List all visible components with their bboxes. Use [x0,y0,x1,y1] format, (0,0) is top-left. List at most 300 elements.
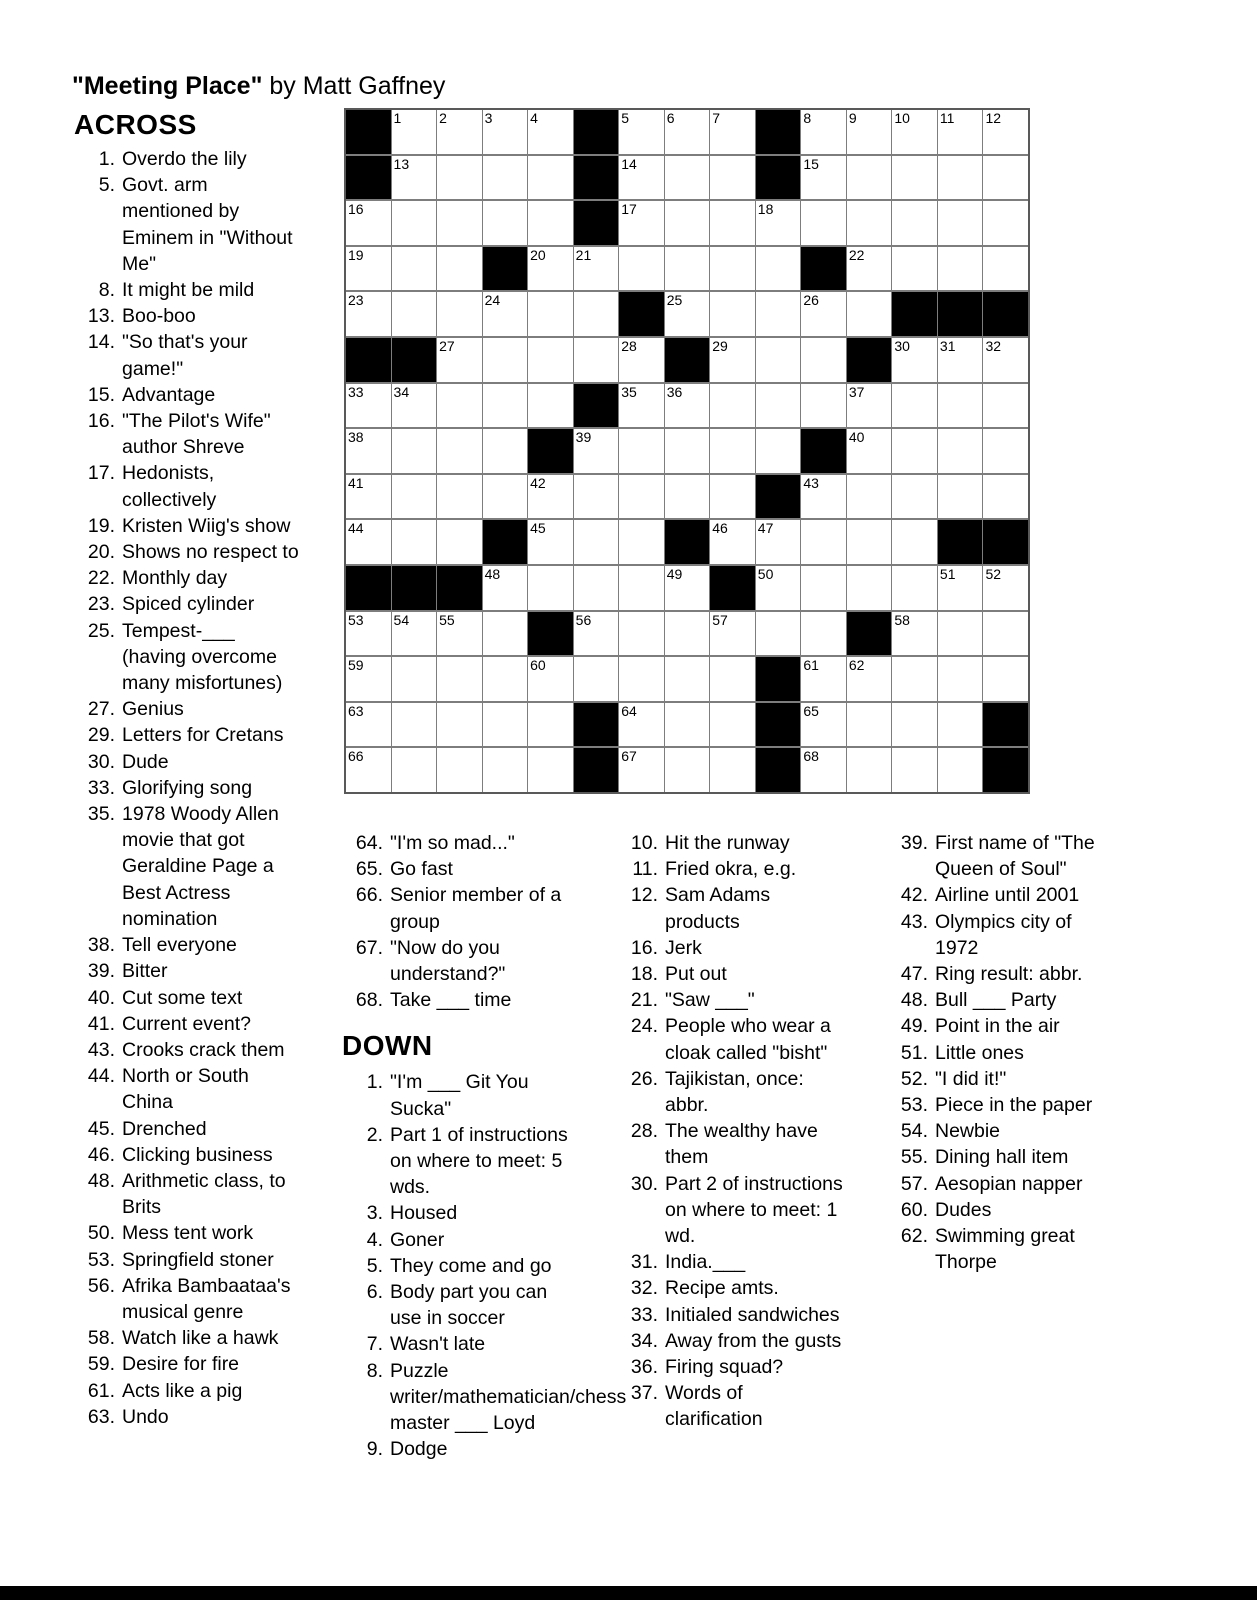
grid-cell[interactable] [983,429,1028,473]
cell-number: 20 [530,246,546,263]
clue-number: 23. [87,593,115,616]
grid-cell[interactable] [801,384,846,428]
grid-cell[interactable] [619,520,664,564]
grid-cell[interactable] [392,657,437,701]
clue-text: "So that's your game!" [122,331,248,380]
down-clue-31 [613,1249,844,1275]
grid-cell[interactable] [710,384,755,428]
cell-number: 46 [712,520,728,537]
clue-text: Tell everyone [122,934,237,957]
clue-number: 27. [87,698,115,721]
grid-cell[interactable] [574,612,619,656]
cell-number: 7 [712,110,721,126]
grid-cell[interactable] [983,156,1028,200]
clue-text: Body part you can use in soccer [390,1281,548,1330]
cell-number: 49 [666,565,683,582]
grid-cell[interactable] [574,247,619,291]
grid-cell[interactable] [392,520,437,564]
clue-text: Wasn't late [390,1333,486,1356]
grid-cell[interactable] [801,657,846,701]
clue-number: 13. [87,305,115,328]
crossword-grid [344,108,1030,794]
grid-cell[interactable] [619,748,664,792]
grid-cell[interactable] [756,520,801,564]
grid-cell[interactable] [938,201,983,245]
grid-cell[interactable] [528,338,573,382]
cell-number: 27 [439,337,455,354]
across-clue-53 [70,1247,301,1273]
clue-number: 19. [87,514,115,537]
grid-cell-black [346,110,391,154]
grid-cell[interactable] [710,338,755,382]
cell-number: 59 [348,657,364,674]
down-clue-21 [613,987,844,1013]
grid-cell[interactable] [346,384,391,428]
across-clue-8 [70,277,301,303]
grid-cell[interactable] [847,201,892,245]
grid-cell[interactable] [619,429,664,473]
grid-cell[interactable] [392,429,437,473]
clue-text: Little ones [935,1041,1024,1064]
grid-cell[interactable] [528,475,573,519]
grid-cell[interactable] [983,612,1028,656]
grid-cell[interactable] [665,612,710,656]
grid-cell[interactable] [892,247,937,291]
grid-cell[interactable] [483,156,528,200]
down-clue-26 [613,1066,844,1118]
grid-cell[interactable] [346,429,391,473]
grid-cell[interactable] [619,201,664,245]
grid-cell[interactable] [801,110,846,154]
grid-cell-black [756,657,801,701]
clue-text: Tajikistan, once: abbr. [665,1067,804,1117]
grid-cell[interactable] [665,201,710,245]
grid-cell[interactable] [847,566,892,610]
grid-cell[interactable] [574,475,619,519]
grid-cell[interactable] [892,429,937,473]
grid-cell[interactable] [346,748,391,792]
cell-number: 62 [848,657,865,674]
clue-text: Boo-boo [122,305,196,328]
grid-cell[interactable] [346,292,391,336]
cell-number: 43 [803,474,819,491]
grid-cell[interactable] [437,201,482,245]
grid-cell[interactable] [437,657,482,701]
grid-cell[interactable] [847,292,892,336]
down-clue-18 [613,961,844,987]
grid-cell[interactable] [665,156,710,200]
down-clue-4 [338,1227,569,1253]
grid-cell[interactable] [801,703,846,747]
grid-cell[interactable] [483,566,528,610]
grid-cell[interactable] [528,703,573,747]
grid-cell[interactable] [801,292,846,336]
grid-cell[interactable] [710,292,755,336]
grid-cell[interactable] [346,475,391,519]
grid-cell[interactable] [665,475,710,519]
across-clues-list [70,146,301,1430]
grid-cell[interactable] [528,156,573,200]
grid-cell[interactable] [619,338,664,382]
clue-column-4 [883,830,1114,1275]
clue-number: 38. [87,934,115,957]
grid-cell[interactable] [483,703,528,747]
grid-cell[interactable] [665,292,710,336]
clue-number: 29. [87,724,115,747]
grid-cell-black [346,566,391,610]
clue-number: 37. [630,1382,658,1405]
grid-cell[interactable] [801,566,846,610]
clue-text: Letters for Cretans [122,724,284,747]
down-clue-16 [613,935,844,961]
grid-cell[interactable] [528,247,573,291]
grid-cell[interactable] [528,110,573,154]
grid-cell[interactable] [892,475,937,519]
clue-number: 47. [900,963,928,986]
grid-cell[interactable] [437,703,482,747]
grid-cell[interactable] [710,247,755,291]
grid-cell[interactable] [938,657,983,701]
cell-number: 37 [848,383,865,400]
grid-cell-black [710,566,755,610]
grid-cell[interactable] [983,475,1028,519]
grid-cell[interactable] [528,520,573,564]
grid-cell-black [528,429,573,473]
grid-cell[interactable] [892,156,937,200]
clue-number: 8. [366,1359,383,1382]
grid-cell[interactable] [483,201,528,245]
grid-cell[interactable] [938,384,983,428]
grid-cell[interactable] [710,110,755,154]
grid-cell[interactable] [392,247,437,291]
clue-number: 17. [87,462,115,485]
clue-number: 52. [900,1067,928,1090]
grid-cell[interactable] [528,657,573,701]
title-text: "Meeting Place" [72,72,263,100]
grid-cell[interactable] [346,612,391,656]
grid-cell[interactable] [801,475,846,519]
cell-number: 25 [666,292,683,309]
grid-cell[interactable] [392,292,437,336]
grid-cell[interactable] [938,247,983,291]
cell-number: 17 [621,201,637,218]
across-clue-50 [70,1220,301,1246]
cell-number: 58 [894,611,910,628]
grid-cell[interactable] [665,566,710,610]
clue-text: The wealthy have them [665,1120,818,1169]
cell-number: 52 [985,565,1002,582]
grid-cell[interactable] [528,566,573,610]
clue-text: "I'm ___ Git You Sucka" [390,1071,529,1120]
grid-cell[interactable] [665,748,710,792]
grid-cell[interactable] [892,748,937,792]
grid-cell[interactable] [847,110,892,154]
grid-cell[interactable] [392,110,437,154]
across-clue-35 [70,801,301,932]
grid-cell-black [756,703,801,747]
grid-cell[interactable] [938,748,983,792]
grid-cell[interactable] [847,156,892,200]
clue-column-3 [613,830,844,1433]
grid-cell[interactable] [619,475,664,519]
clue-text: Goner [390,1228,445,1251]
clue-number: 8. [98,279,115,302]
grid-cell[interactable] [938,156,983,200]
grid-cell-black [938,292,983,336]
grid-cell[interactable] [528,292,573,336]
clue-number: 57. [900,1172,928,1195]
grid-cell[interactable] [847,384,892,428]
clue-number: 12. [630,884,658,907]
clue-text: Ring result: abbr. [935,963,1083,986]
grid-cell[interactable] [801,748,846,792]
page-title [72,70,445,102]
grid-cell[interactable] [756,201,801,245]
grid-cell[interactable] [892,612,937,656]
grid-cell[interactable] [483,292,528,336]
grid-cell[interactable] [710,657,755,701]
grid-cell[interactable] [483,475,528,519]
grid-cell[interactable] [756,247,801,291]
grid-cell[interactable] [756,338,801,382]
grid-cell[interactable] [346,201,391,245]
clue-number: 39. [87,960,115,983]
grid-cell[interactable] [392,475,437,519]
grid-cell-black [847,612,892,656]
grid-cell[interactable] [983,657,1028,701]
down-clue-33 [613,1302,844,1328]
clue-text: Acts like a pig [122,1379,243,1402]
grid-cell[interactable] [756,429,801,473]
grid-cell[interactable] [983,110,1028,154]
clue-number: 24. [630,1015,658,1038]
grid-cell[interactable] [665,110,710,154]
cell-number: 4 [530,110,538,126]
grid-cell[interactable] [574,429,619,473]
cell-number: 33 [348,383,364,400]
grid-cell[interactable] [892,338,937,382]
grid-cell[interactable] [801,520,846,564]
grid-cell[interactable] [437,748,482,792]
grid-cell-black [392,566,437,610]
grid-cell[interactable] [483,612,528,656]
grid-cell-black [574,384,619,428]
grid-cell[interactable] [938,703,983,747]
grid-cell[interactable] [665,429,710,473]
grid-cell[interactable] [756,566,801,610]
grid-cell[interactable] [392,156,437,200]
grid-cell-black [437,566,482,610]
grid-cell[interactable] [710,201,755,245]
clue-text: 1978 Woody Allen movie that got Geraldine Page a Best Actress nomination [122,803,279,930]
down-clue-49 [883,1013,1114,1039]
grid-cell[interactable] [938,110,983,154]
grid-cell[interactable] [619,156,664,200]
clue-text: Point in the air [935,1015,1060,1038]
grid-cell[interactable] [574,657,619,701]
grid-cell[interactable] [619,703,664,747]
grid-cell[interactable] [483,748,528,792]
grid-cell[interactable] [938,566,983,610]
grid-cell[interactable] [528,748,573,792]
grid-cell[interactable] [892,520,937,564]
clue-text: Sam Adams products [665,884,771,933]
grid-cell[interactable] [392,201,437,245]
grid-cell[interactable] [847,748,892,792]
grid-cell[interactable] [892,201,937,245]
clue-number: 40. [87,986,115,1009]
grid-cell[interactable] [983,384,1028,428]
clue-text: Overdo the lily [122,148,247,170]
grid-cell[interactable] [665,247,710,291]
down-header: DOWN [342,1030,433,1062]
grid-cell-black [574,156,619,200]
grid-cell[interactable] [801,612,846,656]
grid-cell[interactable] [437,156,482,200]
clue-number: 56. [87,1274,115,1297]
grid-cell[interactable] [483,657,528,701]
footer-bar [0,1586,1257,1600]
grid-cell[interactable] [938,338,983,382]
grid-cell[interactable] [346,657,391,701]
grid-cell[interactable] [437,475,482,519]
grid-cell[interactable] [756,292,801,336]
clue-number: 18. [630,963,658,986]
down-clue-48 [883,987,1114,1013]
clue-text: It might be mild [122,279,255,302]
grid-cell[interactable] [574,520,619,564]
grid-cell[interactable] [710,520,755,564]
grid-cell[interactable] [847,247,892,291]
down-clue-60 [883,1197,1114,1223]
grid-cell[interactable] [983,566,1028,610]
grid-cell[interactable] [437,292,482,336]
cell-number: 47 [757,520,774,537]
grid-cell[interactable] [756,612,801,656]
grid-cell[interactable] [892,657,937,701]
grid-cell[interactable] [847,475,892,519]
cell-number: 19 [348,246,364,263]
grid-cell[interactable] [392,703,437,747]
grid-cell[interactable] [619,657,664,701]
grid-cell[interactable] [801,156,846,200]
grid-cell[interactable] [938,612,983,656]
grid-cell[interactable] [483,429,528,473]
grid-cell[interactable] [665,657,710,701]
across-clue-40 [70,985,301,1011]
grid-cell[interactable] [528,384,573,428]
grid-cell[interactable] [437,110,482,154]
clue-text: Hedonists, collectively [122,462,217,511]
clue-text: Go fast [390,858,453,881]
grid-cell[interactable] [892,703,937,747]
cell-number: 53 [348,611,364,628]
grid-cell[interactable] [710,156,755,200]
clue-text: Words of clarification [665,1382,763,1431]
cell-number: 55 [439,611,455,628]
grid-cell[interactable] [710,475,755,519]
grid-cell[interactable] [528,201,573,245]
grid-cell[interactable] [619,247,664,291]
grid-cell[interactable] [483,110,528,154]
clue-number: 65. [355,858,383,881]
grid-cell[interactable] [710,429,755,473]
clue-text: India.___ [665,1251,746,1274]
grid-cell[interactable] [847,520,892,564]
grid-cell[interactable] [847,429,892,473]
grid-cell[interactable] [801,338,846,382]
grid-cell-black [892,292,937,336]
grid-cell[interactable] [437,384,482,428]
cell-number: 45 [530,520,546,537]
clue-number: 43. [900,910,928,933]
clue-number: 26. [630,1067,658,1090]
clue-number: 30. [87,750,115,773]
grid-cell[interactable] [619,384,664,428]
down-clue-62 [883,1223,1114,1275]
down-clue-42 [883,882,1114,908]
grid-cell[interactable] [619,110,664,154]
across-clue-13 [70,303,301,329]
grid-cell[interactable] [756,384,801,428]
grid-cell[interactable] [437,612,482,656]
grid-cell[interactable] [983,338,1028,382]
grid-cell[interactable] [574,292,619,336]
grid-cell[interactable] [938,475,983,519]
grid-cell[interactable] [483,384,528,428]
grid-cell[interactable] [437,338,482,382]
grid-cell[interactable] [847,703,892,747]
cell-number: 30 [894,337,910,354]
clue-text: Bull ___ Party [935,989,1057,1012]
grid-cell[interactable] [983,247,1028,291]
grid-cell[interactable] [665,703,710,747]
grid-cell[interactable] [665,384,710,428]
across-clue-20 [70,539,301,565]
clue-text: Mess tent work [122,1222,254,1245]
clue-number: 46. [87,1143,115,1166]
grid-cell[interactable] [483,338,528,382]
cell-number: 5 [621,110,629,126]
grid-cell[interactable] [574,338,619,382]
grid-cell[interactable] [710,748,755,792]
grid-cell[interactable] [437,520,482,564]
grid-cell[interactable] [892,110,937,154]
grid-cell[interactable] [847,657,892,701]
grid-cell[interactable] [892,566,937,610]
grid-cell[interactable] [437,429,482,473]
grid-cell[interactable] [938,429,983,473]
grid-cell[interactable] [983,201,1028,245]
clue-text: Aesopian napper [935,1172,1083,1195]
grid-cell[interactable] [346,520,391,564]
grid-cell[interactable] [574,566,619,610]
grid-cell[interactable] [437,247,482,291]
grid-cell[interactable] [710,612,755,656]
grid-cell-black [801,247,846,291]
grid-cell[interactable] [619,612,664,656]
grid-cell[interactable] [392,748,437,792]
down-clue-37 [613,1380,844,1432]
grid-cell[interactable] [346,703,391,747]
grid-cell[interactable] [710,703,755,747]
grid-cell[interactable] [619,566,664,610]
grid-cell[interactable] [801,201,846,245]
grid-cell[interactable] [346,247,391,291]
grid-cell[interactable] [892,384,937,428]
grid-cell[interactable] [392,384,437,428]
grid-cell[interactable] [392,612,437,656]
